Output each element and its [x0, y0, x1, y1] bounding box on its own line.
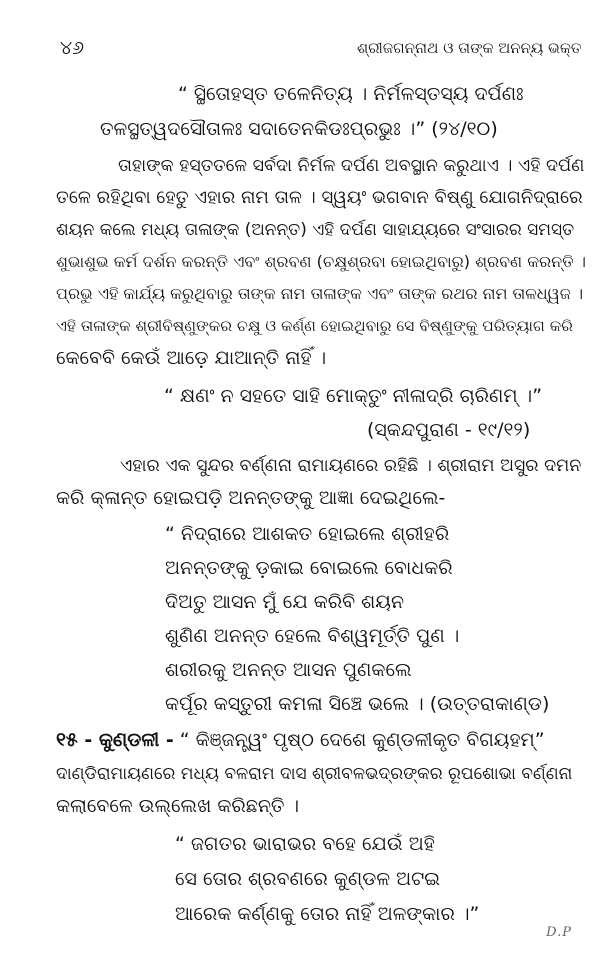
page-number: ୪୬ [60, 37, 85, 59]
poem-line: “ ଜଗତର ଭାରାଭର ବହେ ଯେଉଁ ଅହି [175, 833, 435, 855]
paragraph-line: କରି କ୍ଳାନ୍ତ ହୋଇପଡ଼ି ଅନନ୍ତଙ୍କୁ ଆଜ୍ଞା ଦେଇଥିଲେ- [56, 487, 446, 509]
paragraph-line: କଲାବେଳେ ଉଲ୍ଲେଖ କରିଛନ୍ତି । [56, 795, 300, 817]
paragraph-line: ତାହାଙ୍କ ହସ୍ତତଳେ ସର୍ବଦା ନିର୍ମଳ ଦର୍ପଣ ଅବସ୍ଥାନ କରୁଥାଏ । ଏହି ଦର୍ପଣ [118, 156, 585, 176]
verse-source: (ସ୍କନ୍ଦପୁରାଣ - ୧୯/୧୨) [367, 419, 531, 441]
poem-line: କର୍ପୂର କସ୍ତୁରୀ କମଳା ସିଞ୍ଚେ ଭଲେ । (ଉତ୍ତରାକାଣ୍ଡ) [165, 693, 550, 715]
paragraph-line: ଏହି ତାଳାଙ୍କ ଶ୍ରୀବିଷ୍ଣୁଙ୍କର ଚକ୍ଷୁ ଓ କର୍ଣ୍ଣ ହୋଇଥିବାରୁ ସେ ବିଷ୍ଣୁଙ୍କୁ ପରିତ୍ୟାଗ କରି [56, 317, 573, 335]
section-heading [56, 728, 545, 752]
page-initials: D.P [546, 925, 572, 940]
verse-line: ତଳସ୍ଥତ୍ୱଦସୌତାଳଃ ସଦାତେନକିଡଃପ୍ରଭୁଃ ।” (୨୪/୧୦) [100, 118, 498, 140]
paragraph-line: ଏହାର ଏକ ସୁନ୍ଦର ବର୍ଣ୍ଣନା ରାମାୟଣରେ ରହିଛି । ଶ୍ରୀରାମ ଅସୁର ଦମନ [120, 456, 582, 476]
section-number-label: ୧୫ - କୁଣ୍ଡଳୀ - [56, 729, 174, 751]
running-header-title: ଶ୍ରୀଜଗନ୍ନାଥ ଓ ତାଙ୍କ ଅନନ୍ୟ ଭକ୍ତ [357, 39, 582, 57]
verse-line: “ ସ୍ଥିତୋହସ୍ତ ତଳେନିତ୍ୟ । ନିର୍ମଳସ୍ତସ୍ୟ ଦର୍ପଣଃ [178, 83, 524, 105]
section-quote: “ କିଞ୍ଜନ୍ତ୍ୱଂ ପୃଷ୍ଠ ଦେଶେ କୁଣ୍ଡଳୀକୃତ ବିଗୟହମ୍” [173, 729, 545, 751]
verse-line: “ କ୍ଷଣଂ ନ ସହତେ ସାହି ମୋକ୍ତୁଂ ନୀଳାଦ୍ରି ଚାରିଣମ୍ ।” [164, 385, 543, 407]
poem-line: ଶୁଣିଣ ଅନନ୍ତ ହେଲେ ବିଶ୍ୱମୂର୍ତ୍ତି ପୁଣ । [165, 625, 460, 647]
poem-line: ଅନନ୍ତଙ୍କୁ ଡ଼କାଇ ବୋଇଲେ ବୋଧକରି [165, 557, 453, 579]
paragraph-line: ଦାଣ୍ଡିରାମାୟଣରେ ମଧ୍ୟ ବଳରାମ ଦାସ ଶ୍ରୀବଳଭଦ୍ରଙ୍କର ରୂପଶୋଭା ବର୍ଣ୍ଣନା [56, 764, 573, 784]
paragraph-line: ପ୍ରଭୁ ଏହି କାର୍ଯ୍ୟ କରୁଥିବାରୁ ତାଙ୍କ ନାମ ତାଳାଙ୍କ ଏବଂ ତାଙ୍କ ରଥର ନାମ ତାଳଧ୍ୱଜ । [56, 284, 584, 303]
poem-line: “ ନିଦ୍ରାରେ ଆଶକତ ହୋଇଲେ ଶ୍ରୀହରି [165, 523, 450, 545]
paragraph-line: ତଳେ ରହିଥିବା ହେତୁ ଏହାର ନାମ ତାଳ । ସ୍ୱୟଂ ଭଗବାନ ବିଷ୍ଣୁ ଯୋଗନିଦ୍ରାରେ [56, 187, 583, 208]
poem-line: ଦିଅତୁ ଆସନ ମୁଁ ଯେ କରିବି ଶୟନ [165, 591, 405, 613]
poem-line: ଆରେକ କର୍ଣ୍ଣକୁ ତୋର ନାହିଁ ଅଳଙ୍କାର ।” [175, 903, 480, 925]
paragraph-line: କେବେବି କେଉଁ ଆଡ଼େ ଯାଆନ୍ତି ନାହିଁ । [56, 347, 327, 369]
poem-line: ଶରୀରକୁ ଅନନ୍ତ ଆସନ ପୁଣକଲେ [165, 659, 412, 681]
paragraph-line: ଶୁଭାଶୁଭ କର୍ମ ଦର୍ଶନ କରନ୍ତି ଏବଂ ଶ୍ରବଣ (ଚକ୍ଷୁଶ୍ରବା ହୋଇଥିବାରୁ) ଶ୍ରବଣ କରନ୍ତି । [56, 252, 586, 271]
poem-line: ସେ ତୋର ଶ୍ରବଣରେ କୁଣ୍ଡଳ ଅଟଇ [175, 868, 441, 890]
paragraph-line: ଶୟନ କଲେ ମଧ୍ୟ ତାଳାଙ୍କ (ଅନନ୍ତ) ଏହି ଦର୍ପଣ ସାହାଯ୍ୟରେ ସଂସାରର ସମସ୍ତ [56, 220, 575, 240]
